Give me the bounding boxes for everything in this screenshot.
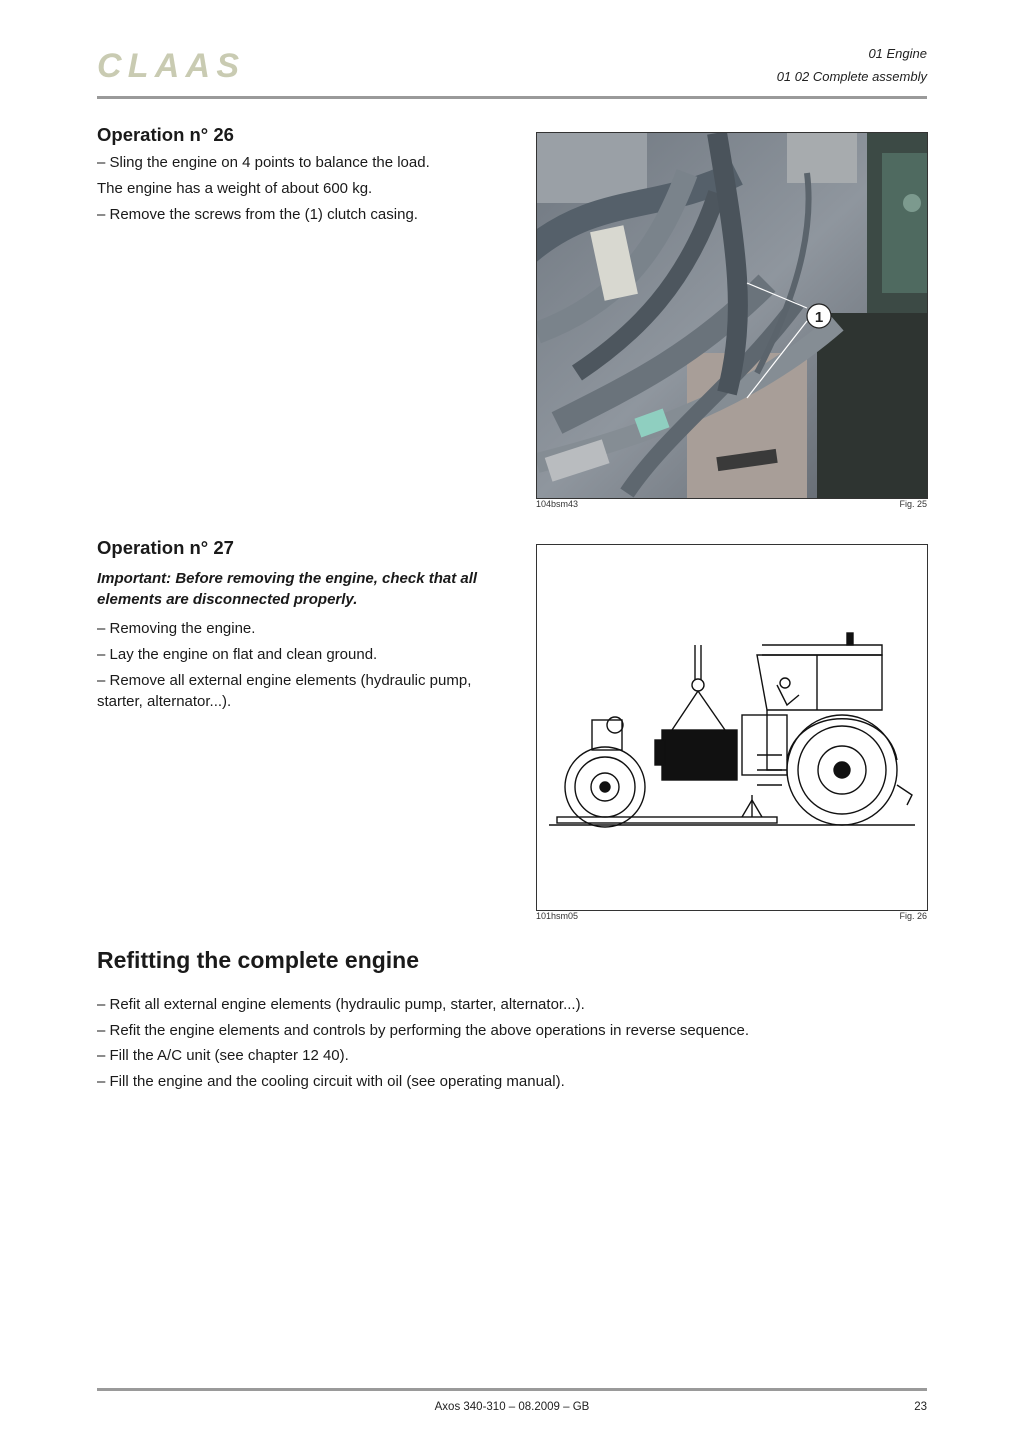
header-subsection: 01 02 Complete assembly <box>776 69 927 84</box>
fig25-label: Fig. 25 <box>899 499 927 509</box>
fig26-code: 101hsm05 <box>536 911 579 921</box>
fig26-label: Fig. 26 <box>899 911 927 921</box>
refit-line-4: – Fill the engine and the cooling circuit with oil (see operating manual). <box>97 1073 565 1090</box>
callout-1: 1 <box>814 309 824 326</box>
refit-line-3: – Fill the A/C unit (see chapter 12 40). <box>97 1047 349 1064</box>
page-number: 23 <box>914 1401 927 1413</box>
header-section: 01 Engine <box>868 46 927 61</box>
footer-doc: Axos 340-310 – 08.2009 – GB <box>434 1401 590 1413</box>
refit-line-2: – Refit the engine elements and controls by performing the above operations in reverse sequence. <box>97 1022 750 1039</box>
engine-hoses-photo <box>537 133 927 498</box>
svg-text:CLAAS: CLAAS <box>97 48 241 82</box>
claas-logo <box>97 48 243 82</box>
op27-line-3: – Remove all external engine elements (hydraulic pump, starter, alternator...). <box>97 672 472 710</box>
fig25-code: 104bsm43 <box>536 499 579 509</box>
op27-line-2: – Lay the engine on flat and clean ground. <box>97 646 378 663</box>
op26-line-3: – Remove the screws from the (1) clutch casing. <box>97 206 418 223</box>
op27-important: Important: Before removing the engine, check that all elements are disconnected properly. <box>97 570 478 608</box>
op26-title: Operation n° 26 <box>97 124 234 145</box>
op27-title: Operation n° 27 <box>97 537 234 558</box>
tractor-split-drawing <box>537 545 927 910</box>
refit-line-1: – Refit all external engine elements (hydraulic pump, starter, alternator...). <box>97 996 585 1013</box>
header-rule <box>97 96 927 99</box>
figure-25-photo <box>536 132 928 499</box>
op26-line-1: – Sling the engine on 4 points to balance the load. <box>97 154 430 171</box>
refit-title: Refitting the complete engine <box>97 947 420 973</box>
figure-26-drawing <box>536 544 928 911</box>
footer-rule <box>97 1388 927 1391</box>
op26-line-2: The engine has a weight of about 600 kg. <box>97 180 373 197</box>
op27-line-1: – Removing the engine. <box>97 620 256 637</box>
